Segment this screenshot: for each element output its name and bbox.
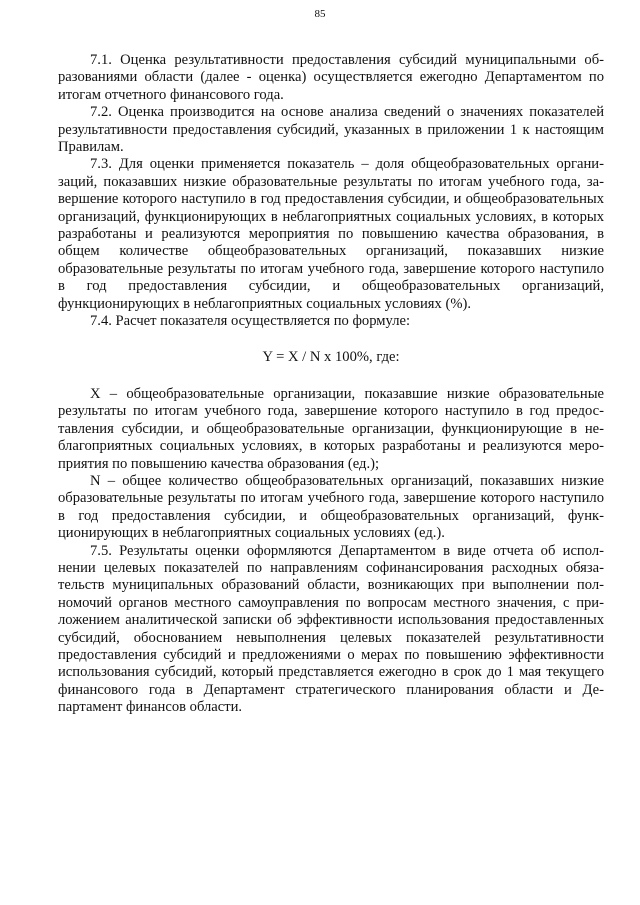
- paragraph-7-2: 7.2. Оценка производится на основе анализа сведений о значениях показателей результативности предоставления субсидий, указанных в приложении 1 к настоящим Правилам.: [58, 104, 604, 156]
- paragraph-7-3: 7.3. Для оценки применяется показатель – доля общеобразовательных организаций, показавших низкие образовательные результаты по итогам учебного года, завершение которого наступило в год предоставления субсидии, и общеобразовательных организаций, функционирующих в неблагоприятных социальных условиях, в которых разработаны и реализуются мероприятия по повышению качества образования, в общем количестве общеобразовательных организаций, показавших низкие образовательные результаты по итогам учебного года, завершение которого наступило в год предоставления субсидии, и общеобразовательных организаций, функционирующих в неблагоприятных социальных условиях (%).: [58, 156, 604, 312]
- document-body: [58, 52, 604, 717]
- paragraph-7-5: 7.5. Результаты оценки оформляются Департаментом в виде отчета об исполнении целевых показателей по направлениям софинансирования расходных обязательств муниципальных образований области, возникающих при выполнении полномочий органов местного самоуправления по вопросам местного значения, с приложением аналитической записки об эффективности использования предоставленных субсидий, обоснованием невыполнения целевых показателей результативности предоставления субсидий и предложениями о мерах по повышению эффективности использования субсидий, который представляется ежегодно в срок до 1 мая текущего финансового года в Департамент стратегического планирования области и Департамент финансов области.: [58, 542, 604, 716]
- formula: Y = X / N x 100%, где:: [262, 348, 400, 365]
- definition-x: X – общеобразовательные организации, показавшие низкие образовательные результаты по итогам учебного года, завершение которого наступило в год предоставления субсидии, и общеобразовательные организации, функционирующие в неблагоприятных социальных условиях, в которых разработаны и реализуются мероприятия по повышению качества образования (ед.);: [58, 385, 604, 472]
- paragraph-7-1: 7.1. Оценка результативности предоставления субсидий муниципальными образованиями области (далее - оценка) осуществляется ежегодно Департаментом по итогам отчетного финансового года.: [58, 52, 604, 103]
- page-number: 85: [314, 8, 326, 20]
- definition-n: N – общее количество общеобразовательных организаций, показавших низкие образовательные результаты по итогам учебного года, завершение которого наступило в год предоставления субсидии, и общеобразовательных организаций, функционирующих в неблагоприятных социальных условиях (ед.).: [58, 472, 604, 542]
- paragraph-7-4: 7.4. Расчет показателя осуществляется по формуле:: [90, 313, 411, 330]
